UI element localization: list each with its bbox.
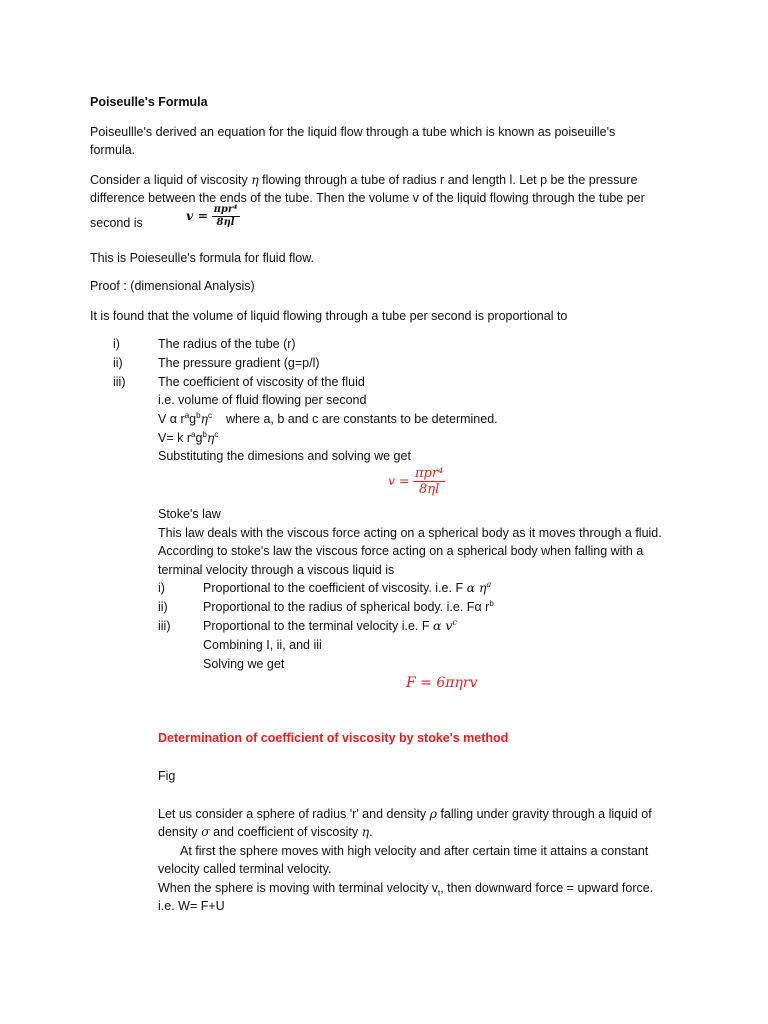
rho-symbol: ρ [429, 806, 437, 821]
proof-line: Proof : (dimensional Analysis) [90, 279, 255, 293]
sphere-text-2c: . [369, 825, 373, 839]
consider-text-a: Consider a liquid of viscosity [90, 173, 252, 187]
stokes-line-1: This law deals with the viscous force acting on a spherical body as it moves through a fluid. [158, 526, 662, 540]
consider-line-1 [90, 172, 637, 188]
list2-math-3: α v [432, 618, 453, 633]
v-alpha-tail: where a, b and c are constants to be determined. [212, 412, 498, 426]
sup-b-2: b [202, 429, 207, 439]
formula-3: F = 6πηrv [406, 675, 478, 691]
list2-sup-1: a [486, 579, 492, 589]
sphere-text-1b: falling under gravity through a liquid of [436, 807, 652, 821]
formula-lhs: v = [186, 207, 209, 223]
sup-a: a [184, 410, 190, 420]
sphere-text-2a: density [158, 825, 202, 839]
sphere-line-5 [158, 880, 653, 896]
sup-b: b [196, 410, 201, 420]
list2-sup-2: b [489, 598, 494, 608]
formula-fraction [212, 205, 240, 228]
list2-num-1: i) [158, 581, 165, 595]
list2-text-3: Proportional to the terminal velocity i.e. F [203, 619, 433, 633]
sphere-line-3: At first the sphere moves with high velocity and after certain time it attains a constant [180, 844, 649, 858]
v-equals-line [158, 430, 218, 446]
sphere-text-1a: Let us consider a sphere of radius 'r' and density [158, 807, 430, 821]
sigma-symbol: σ [201, 824, 210, 839]
sphere-text-5b: , then downward force = upward force. [440, 881, 654, 895]
consider-line-2: difference between the ends of the tube. Then the volume v of the liquid flowing through the tube per [90, 191, 645, 205]
list2-math-1: α η [466, 580, 487, 595]
formula-2 [388, 467, 445, 496]
list2-num-3: iii) [158, 619, 171, 633]
list2-item-3 [203, 618, 457, 634]
list2-item-2 [203, 599, 494, 615]
intro-line-2: formula. [90, 143, 136, 157]
list1-num-2: ii) [113, 356, 123, 370]
formula-2-fraction [413, 467, 445, 496]
eta-symbol: η [251, 172, 259, 187]
formula-2-numerator: πpr⁴ [415, 466, 444, 481]
list1-item-2: The pressure gradient (g=p/l) [158, 356, 320, 370]
list1-item-1: The radius of the tube (r) [158, 337, 296, 351]
page-title: Poiseulle's Formula [90, 95, 208, 109]
formula-denominator: 8ηl [216, 217, 235, 228]
combining-line: Combining I, ii, and iii [203, 638, 322, 652]
substituting-line: Substituting the dimesions and solving we get [158, 449, 411, 463]
fig-label: Fig [158, 769, 176, 783]
list2-text-2: Proportional to the radius of spherical body. i.e. Fα r [203, 600, 490, 614]
stokes-line-3: terminal velocity through a viscous liquid is [158, 563, 395, 577]
sphere-line-6: i.e. W= F+U [158, 899, 225, 913]
poiseuille-formula [186, 205, 240, 228]
stokes-line-2: According to stoke's law the viscous force acting on a spherical body when falling with a [158, 544, 644, 558]
list2-text-1: Proportional to the coefficient of viscosity. i.e. F [203, 581, 467, 595]
v-alpha-a: V α r [158, 412, 185, 426]
eta-symbol-2: η [361, 824, 370, 839]
v-alpha-c: η [200, 411, 209, 426]
sup-c: c [208, 410, 213, 420]
v-equals-a: V= k r [158, 431, 191, 445]
sphere-sub-t: t [437, 888, 441, 898]
list2-num-2: ii) [158, 600, 168, 614]
solving-line: Solving we get [203, 657, 285, 671]
list2-sup-3: c [452, 617, 457, 627]
this-is-line: This is Poieseulle's formula for fluid flow. [90, 251, 315, 265]
consider-text-b: flowing through a tube of radius r and length l. Let p be the pressure [258, 173, 638, 187]
sphere-line-2 [158, 824, 373, 840]
v-equals-b: g [195, 431, 203, 445]
determination-heading: Determination of coefficient of viscosity by stoke's method [158, 731, 509, 745]
formula-2-lhs: v = [388, 472, 410, 488]
list2-item-1 [203, 580, 491, 596]
sphere-line-4: velocity called terminal velocity. [158, 862, 332, 876]
sup-c-2: c [214, 429, 219, 439]
v-alpha-b: g [189, 412, 197, 426]
ie-volume-line: i.e. volume of fluid flowing per second [158, 393, 367, 407]
sphere-text-2b: and coefficient of viscosity [209, 825, 362, 839]
formula-2-denominator: 8ηl [419, 482, 440, 497]
v-alpha-line [158, 411, 498, 427]
found-line: It is found that the volume of liquid flowing through a tube per second is proportional to [90, 309, 568, 323]
list1-num-3: iii) [113, 375, 126, 389]
sup-a-2: a [191, 429, 196, 439]
stokes-heading: Stoke's law [158, 507, 221, 521]
list1-item-3: The coefficient of viscosity of the fluid [158, 375, 365, 389]
formula-numerator: πpr⁴ [213, 204, 238, 215]
v-equals-c: η [206, 430, 215, 445]
consider-line-3: second is [90, 216, 143, 230]
list1-num-1: i) [113, 337, 120, 351]
intro-line-1: Poiseullle's derived an equation for the liquid flow through a tube which is known as poiseuille's [90, 125, 616, 139]
sphere-line-1 [158, 806, 652, 822]
sphere-text-5a: When the sphere is moving with terminal velocity v [158, 881, 438, 895]
